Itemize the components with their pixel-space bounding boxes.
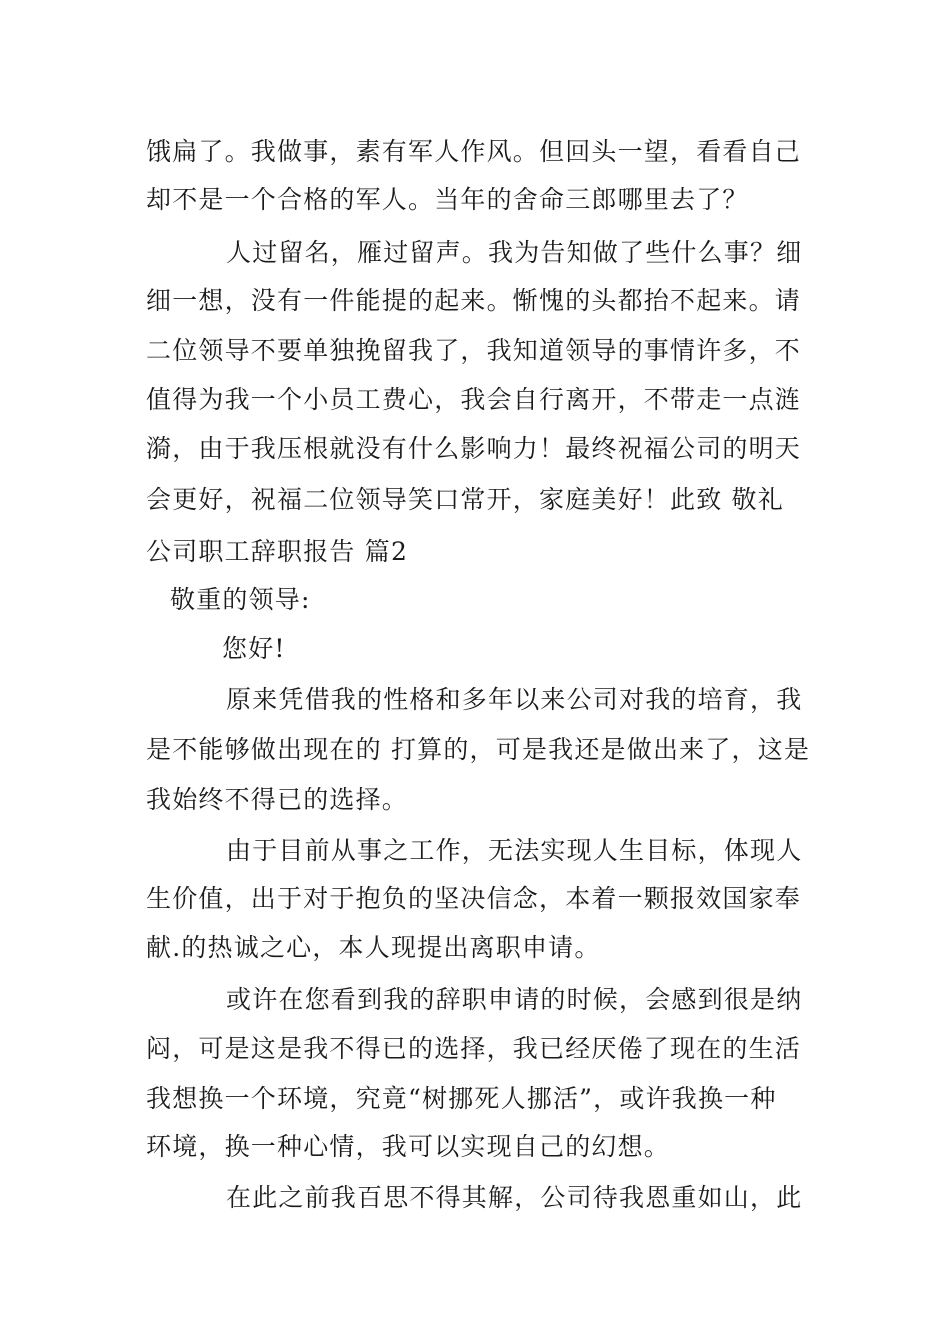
- salutation: 敬重的领导:: [170, 585, 311, 614]
- text-line: 值得为我一个小员工费心，我会自行离开，不带走一点涟: [146, 385, 802, 414]
- text-line: 细一想，没有一件能提的起来。惭愧的头都抬不起来。请: [146, 286, 802, 315]
- text-line: 或许在您看到我的辞职申请的时候，会感到很是纳: [226, 985, 803, 1014]
- text-line: 人过留名，雁过留声。我为告知做了些什么事？细: [226, 238, 803, 267]
- text-line: 会更好，祝福二位领导笑口常开，家庭美好！此致 敬礼: [146, 485, 784, 514]
- text-line: 饿扁了。我做事，素有军人作风。但回头一望，看看自己: [146, 137, 802, 166]
- text-line: 是不能够做出现在的 打算的，可是我还是做出来了，这是: [146, 735, 811, 764]
- text-line: 在此之前我百思不得其解，公司待我恩重如山，此: [226, 1183, 803, 1212]
- text-line: 却不是一个合格的军人。当年的舍命三郎哪里去了？: [146, 185, 749, 214]
- greeting: 您好!: [222, 634, 286, 663]
- text-line: 原来凭借我的性格和多年以来公司对我的培育，我: [226, 685, 803, 714]
- text-line: 二位领导不要单独挽留我了，我知道领导的事情许多，不: [146, 336, 802, 365]
- text-line: 我想换一个环境，究竟“树挪死人挪活”，或许我换一种: [146, 1084, 777, 1113]
- text-line: 我始终不得已的选择。: [146, 785, 409, 814]
- text-line: 漪，由于我压根就没有什么影响力！最终祝福公司的明天: [146, 434, 802, 463]
- text-line: 献.的热诚之心，本人现提出离职申请。: [146, 933, 601, 962]
- text-line: 环境，换一种心情，我可以实现自己的幻想。: [146, 1132, 671, 1161]
- text-line: 由于目前从事之工作，无法实现人生目标，体现人: [226, 836, 803, 865]
- text-line: 生价值，出于对于抱负的坚决信念，本着一颗报效国家奉: [146, 884, 802, 913]
- text-line: 闷，可是这是我不得已的选择，我已经厌倦了现在的生活: [146, 1034, 802, 1063]
- section-heading: 公司职工辞职报告 篇2: [146, 537, 409, 566]
